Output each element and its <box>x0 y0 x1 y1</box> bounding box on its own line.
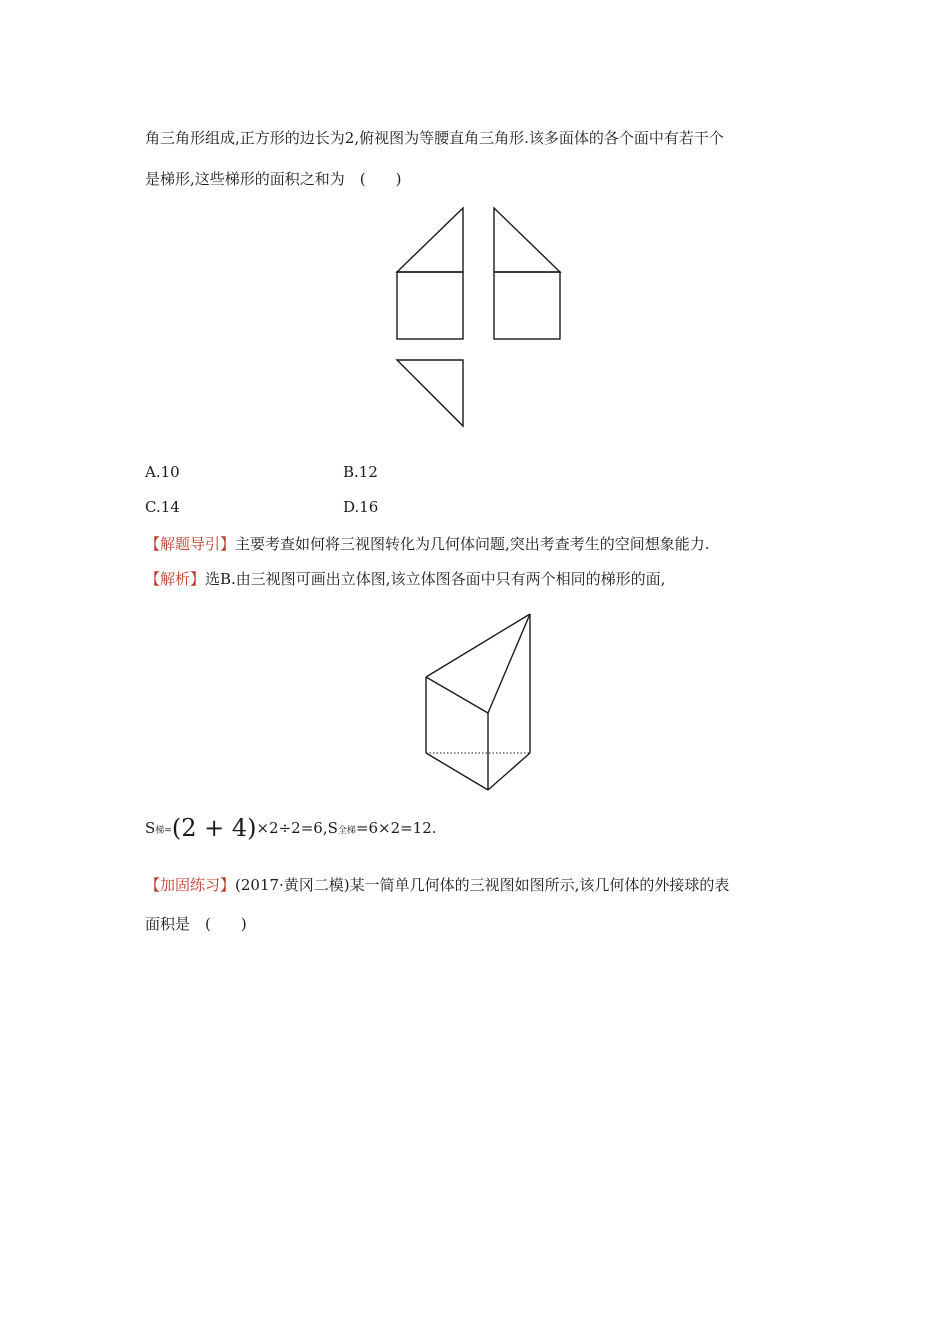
option-d[interactable]: D.16 <box>343 498 379 516</box>
side-view-triangle <box>494 208 560 272</box>
side-view-square <box>494 272 560 339</box>
analysis-text: 选B.由三视图可画出立体图,该立体图各面中只有两个相同的梯形的面, <box>205 570 666 588</box>
option-c[interactable]: C.14 <box>145 498 180 516</box>
option-b[interactable]: B.12 <box>343 463 378 481</box>
edge-bottom-left <box>426 753 488 790</box>
front-view-triangle <box>397 208 463 272</box>
front-view-square <box>397 272 463 339</box>
formula-rest2: =6×2=12. <box>355 819 437 837</box>
formula-eq1: = <box>164 826 172 836</box>
edge-top-diagonal <box>488 614 530 713</box>
hint-tag: 【解题导引】 <box>145 535 236 553</box>
formula-sub1: 梯 <box>155 826 165 836</box>
analysis-tag: 【解析】 <box>145 570 206 588</box>
hint-text: 主要考查如何将三视图转化为几何体问题,突出考查考生的空间想象能力. <box>235 535 710 553</box>
edge-top-left <box>426 614 530 677</box>
practice-tag: 【加固练习】 <box>145 876 236 894</box>
formula-line <box>145 814 437 842</box>
practice-line-1 <box>145 875 729 895</box>
formula-paren: (2 + 4) <box>171 814 257 842</box>
option-a[interactable]: A.10 <box>145 463 180 481</box>
hint-line <box>145 534 710 554</box>
edge-bottom-right <box>488 753 530 790</box>
formula-rest1: ×2÷2=6,S <box>256 819 338 837</box>
formula-sub2: 全梯 <box>337 826 356 836</box>
practice-text: (2017·黄冈二模)某一简单几何体的三视图如图所示,该几何体的外接球的表 <box>235 876 730 894</box>
formula-s1: S <box>145 819 156 837</box>
analysis-line <box>145 569 665 589</box>
edge-top-front <box>426 677 488 713</box>
practice-line-2: 面积是 ( ) <box>145 915 247 933</box>
problem-line-2: 是梯形,这些梯形的面积之和为 ( ) <box>145 170 402 188</box>
problem-line-1: 角三角形组成,正方形的边长为2,俯视图为等腰直角三角形.该多面体的各个面中有若干个 <box>145 129 724 147</box>
top-view-triangle <box>397 360 463 426</box>
